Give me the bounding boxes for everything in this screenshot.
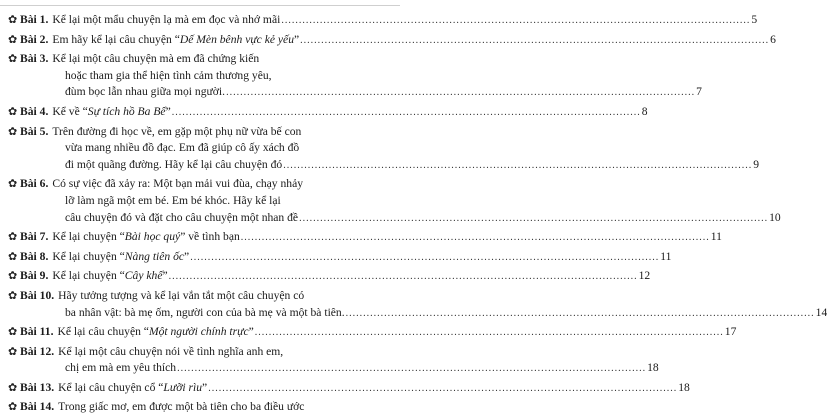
lesson-title: Kể lại một câu chuyện mà em đã chứng kiến [52,52,260,66]
dot-leader [172,105,641,122]
toc-entry-line [8,360,659,377]
header-rule [0,0,400,6]
toc-entry[interactable] [8,268,651,285]
lesson-title: đùm bọc lẫn nhau giữa mọi người. [65,85,226,99]
toc-entry-line [8,229,722,246]
toc-entry[interactable] [8,399,380,416]
lesson-number: Bài 12. [20,344,55,358]
dot-leader [281,13,750,30]
flower-bullet-icon: ✿ [8,400,18,414]
flower-bullet-icon: ✿ [8,13,18,26]
page-number: 18 [678,380,690,394]
dot-leader [226,85,695,102]
toc-entry-line [8,324,737,341]
dot-leader [255,325,724,342]
dot-leader [300,33,769,50]
page-number: 7 [696,85,702,99]
flower-bullet-icon: ✿ [8,344,18,358]
flower-bullet-icon: ✿ [8,230,18,244]
lesson-title: Hãy tưởng tượng và kể lại vắn tắt một câu chuyện có [58,288,305,302]
toc-entry-line [8,124,380,141]
toc-entry-line [8,84,702,101]
toc-entry-line [8,12,758,29]
lesson-title: câu chuyện đó và đặt cho câu chuyện một nhan đề [65,210,299,224]
lesson-title: vừa mang nhiều đồ đạc. Em đã giúp cô ấy xách đồ [65,141,300,155]
page-number: 14 [815,305,827,319]
toc-entry-line [8,380,690,397]
page-number: 6 [770,32,776,46]
lesson-title: chị em mà em yêu thích [65,361,177,375]
lesson-title: hoặc tham gia thể hiện tình cảm thương yêu, [65,68,272,82]
flower-bullet-icon: ✿ [8,177,18,191]
lesson-number: Bài 4. [20,104,49,118]
toc-entry-line [8,268,651,285]
toc-entry[interactable] [8,324,737,341]
lesson-title: Kể lại chuyện “Cây khế” [52,269,168,283]
toc-entry-line [8,288,380,305]
lesson-title: Kể lại chuyện “Bài học quý” về tình bạn [52,230,240,244]
toc-entry[interactable] [8,249,672,266]
toc-entry[interactable] [8,51,702,101]
page-number: 18 [647,361,659,375]
toc-entry[interactable] [8,32,776,49]
page-number: 12 [638,269,651,283]
page-number: 10 [769,210,781,224]
page-number: 11 [710,230,722,244]
lesson-title: Kể lại một câu chuyện nói về tình nghĩa anh em, [58,344,284,358]
flower-bullet-icon: ✿ [8,32,18,46]
lesson-title: Kể lại câu chuyện “Một người chính trực” [57,325,254,339]
toc-entry-line [8,104,648,121]
toc-entry-line [8,51,380,68]
lesson-number: Bài 1. [20,13,49,26]
dot-leader [208,381,677,398]
flower-bullet-icon: ✿ [8,269,18,283]
flower-bullet-icon: ✿ [8,249,18,263]
flower-bullet-icon: ✿ [8,325,18,339]
toc-entry-line [8,399,380,416]
page-number: 5 [751,13,758,26]
toc-entry-line [8,249,672,266]
dot-leader [299,211,768,228]
toc-entry-line [8,210,781,227]
toc-entry-line [8,32,776,49]
flower-bullet-icon: ✿ [8,288,18,302]
lesson-title: Em hãy kể lại câu chuyện “Dế Mèn bênh vực kẻ yếu” [52,32,300,46]
lesson-title: đi một quãng đường. Hãy kể lại câu chuyện đó [65,157,283,171]
toc-entry[interactable] [8,380,690,397]
lesson-title: Trên đường đi học về, em gặp một phụ nữ vừa bế con [52,124,302,138]
lesson-number: Bài 2. [20,32,49,46]
toc-entry-line [8,68,380,85]
lesson-title: Kể lại một mẩu chuyện lạ mà em đọc và nhớ mãi [52,13,281,26]
page-number: 11 [660,249,672,263]
lesson-number: Bài 9. [20,269,49,283]
toc-entry-line [8,344,380,361]
toc-entry[interactable] [8,124,759,174]
page-number: 9 [753,157,759,171]
lesson-number: Bài 7. [20,230,49,244]
toc-entry[interactable] [8,176,781,226]
toc-entry-line [8,305,827,322]
lesson-title: Kể về “Sự tích hồ Ba Bể” [52,104,171,118]
table-of-contents [8,12,827,419]
lesson-title: Trong giấc mơ, em được một bà tiên cho ba điều ước [58,400,305,414]
toc-entry-line [8,157,759,174]
lesson-number: Bài 6. [20,177,49,191]
toc-entry-line [8,193,380,210]
dot-leader [190,250,659,267]
lesson-number: Bài 14. [20,400,55,414]
toc-entry-line [8,140,380,157]
lesson-title: Kể lại câu chuyện cổ “Lưỡi rìu” [58,380,208,394]
page-number: 17 [724,325,737,339]
toc-entry-line [8,176,380,193]
dot-leader [169,269,638,286]
toc-entry[interactable] [8,344,659,377]
lesson-title: Kể lại chuyện “Nàng tiên ốc” [52,249,190,263]
lesson-title: ba nhân vật: bà mẹ ốm, người con của bà mẹ và một bà tiên. [65,305,345,319]
lesson-number: Bài 10. [20,288,55,302]
lesson-title: Có sự việc đã xảy ra: Một bạn mải vui đùa, chạy nhảy [52,177,304,191]
dot-leader [283,158,752,175]
toc-entry[interactable] [8,104,648,121]
lesson-number: Bài 5. [20,124,49,138]
lesson-number: Bài 11. [20,325,54,339]
lesson-title: lỡ làm ngã một em bé. Em bé khóc. Hãy kể lại [65,193,281,207]
flower-bullet-icon: ✿ [8,104,18,118]
page-number: 8 [641,104,648,118]
dot-leader [241,230,710,247]
toc-entry[interactable] [8,288,827,321]
lesson-number: Bài 13. [20,380,55,394]
toc-entry[interactable] [8,12,758,29]
flower-bullet-icon: ✿ [8,124,18,138]
toc-entry[interactable] [8,229,722,246]
dot-leader [346,306,815,323]
flower-bullet-icon: ✿ [8,380,18,394]
lesson-number: Bài 8. [20,249,49,263]
lesson-number: Bài 3. [20,52,49,66]
flower-bullet-icon: ✿ [8,52,18,66]
dot-leader [177,361,646,378]
